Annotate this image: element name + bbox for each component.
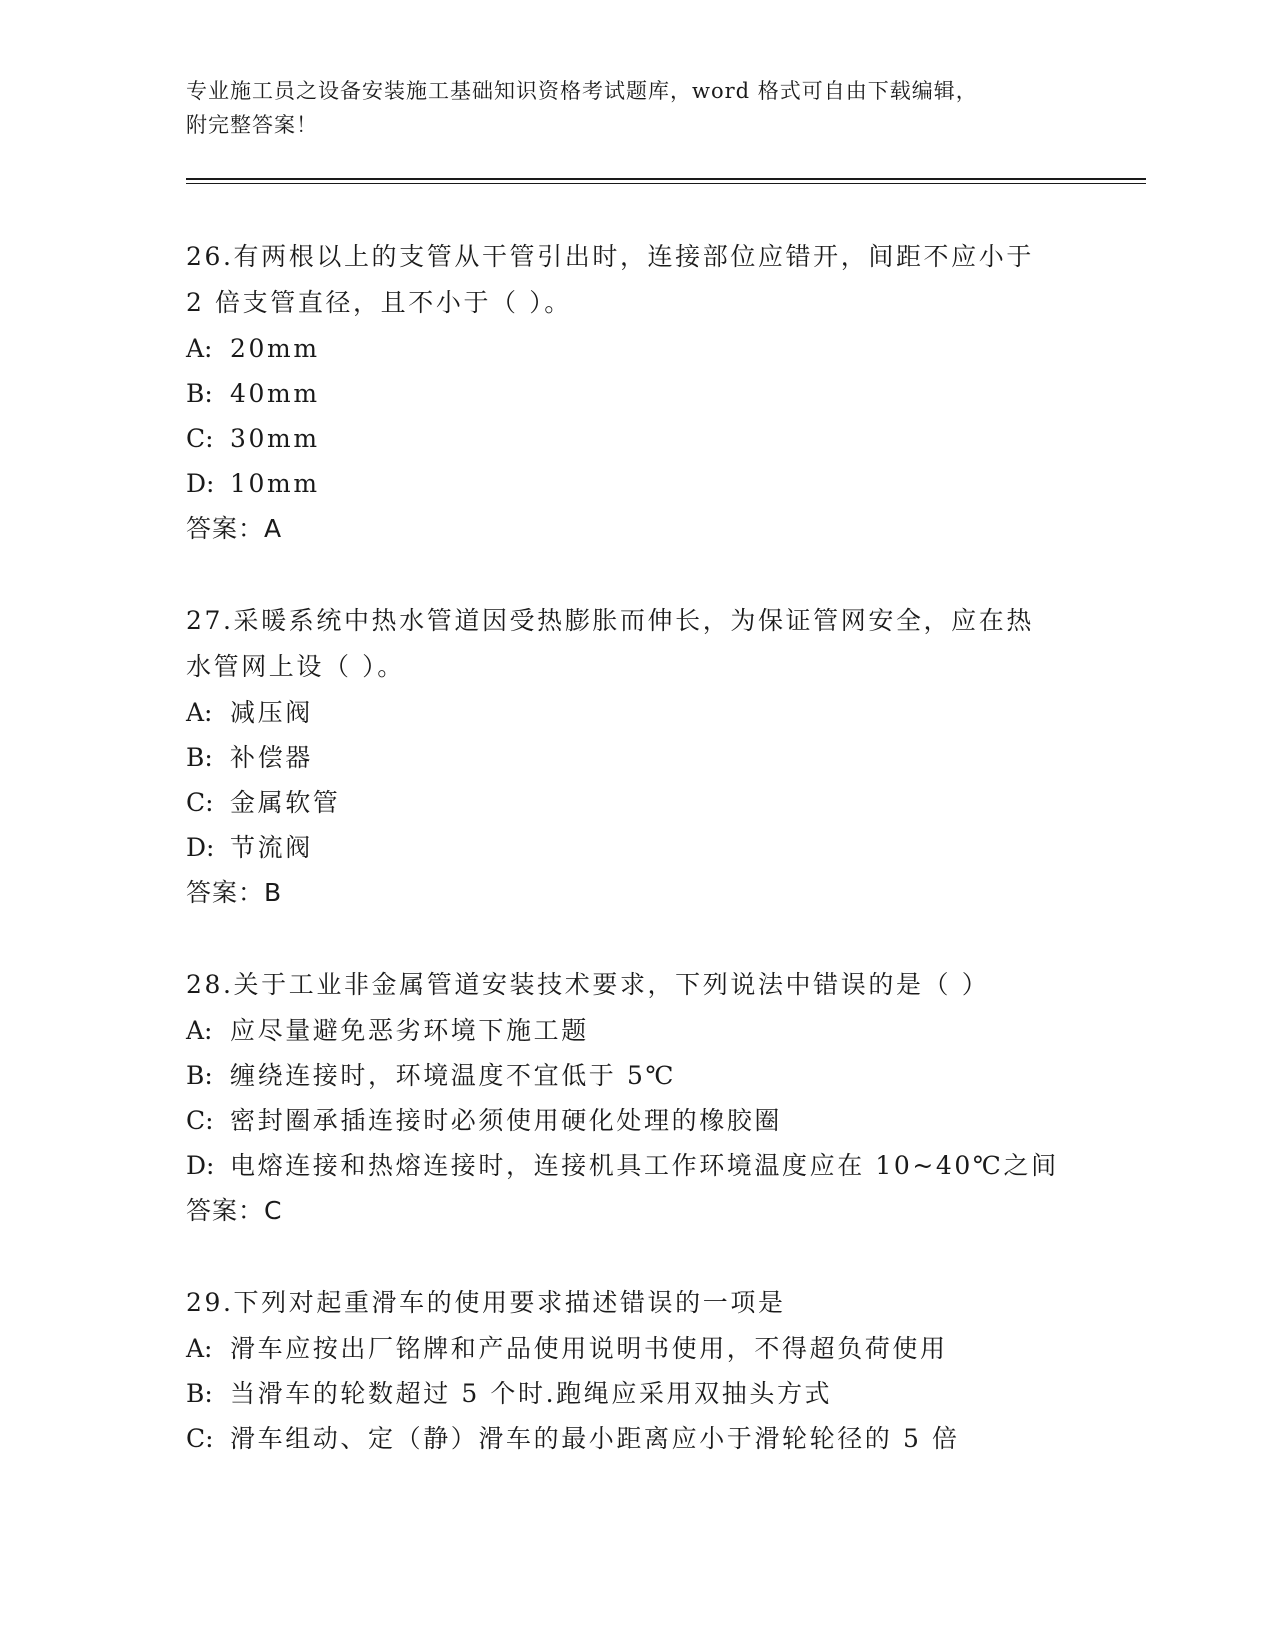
question-26: [186, 234, 1086, 552]
option-letter: D:: [186, 833, 215, 862]
option-a: [186, 1326, 1086, 1371]
option-text: 20mm: [230, 334, 320, 363]
option-b: [186, 1371, 1086, 1416]
option-text: 节流阀: [230, 833, 313, 862]
option-a: [186, 326, 1086, 371]
question-text: 28.关于工业非金属管道安装技术要求，下列说法中错误的是（ ）: [186, 970, 990, 999]
option-text: 滑车组动、定（静）滑车的最小距离应小于滑轮轮径的 5 倍: [230, 1424, 960, 1453]
header-line-2: 附完整答案！: [186, 113, 318, 137]
option-letter: C:: [186, 1106, 214, 1135]
header-line-1: 专业施工员之设备安装施工基础知识资格考试题库，word 格式可自由下载编辑，: [186, 79, 978, 103]
option-text: 滑车应按出厂铭牌和产品使用说明书使用，不得超负荷使用: [230, 1334, 948, 1363]
option-d: [186, 825, 1086, 870]
option-text: 金属软管: [230, 788, 341, 817]
question-29: [186, 1280, 1086, 1461]
option-letter: B:: [186, 743, 213, 772]
option-letter: C:: [186, 424, 214, 453]
option-letter: B:: [186, 379, 213, 408]
option-d: [186, 461, 1086, 506]
option-text: 减压阀: [230, 698, 313, 727]
option-b: [186, 371, 1086, 416]
option-letter: A:: [186, 1016, 213, 1045]
option-letter: C:: [186, 1424, 214, 1453]
option-b: [186, 735, 1086, 780]
option-text: 密封圈承插连接时必须使用硬化处理的橡胶圈: [230, 1106, 783, 1135]
question-28: [186, 962, 1086, 1234]
answer-line: 答案：B: [186, 878, 283, 907]
option-b: [186, 1053, 1086, 1098]
question-text-continued: 水管网上设（ ）。: [186, 652, 405, 681]
header-rule-thin: [186, 183, 1146, 184]
option-letter: D:: [186, 1151, 215, 1180]
option-text: 当滑车的轮数超过 5 个时.跑绳应采用双抽头方式: [230, 1379, 833, 1408]
option-text: 30mm: [230, 424, 320, 453]
answer-line: 答案：C: [186, 1196, 283, 1225]
option-text: 补偿器: [230, 743, 313, 772]
option-d: [186, 1143, 1086, 1188]
option-letter: B:: [186, 1379, 213, 1408]
option-letter: C:: [186, 788, 214, 817]
option-text: 电熔连接和热熔连接时，连接机具工作环境温度应在 10~40℃之间: [230, 1151, 1059, 1180]
option-text: 10mm: [230, 469, 320, 498]
question-list: [186, 234, 1086, 1507]
option-c: [186, 1416, 1086, 1461]
option-c: [186, 1098, 1086, 1143]
answer-line: 答案：A: [186, 514, 283, 543]
question-text: 26.有两根以上的支管从干管引出时，连接部位应错开，间距不应小于: [186, 242, 1034, 271]
question-text-continued: 2 倍支管直径，且不小于（ ）。: [186, 288, 572, 317]
option-letter: B:: [186, 1061, 213, 1090]
option-a: [186, 1008, 1086, 1053]
option-letter: A:: [186, 698, 213, 727]
option-text: 应尽量避免恶劣环境下施工题: [230, 1016, 589, 1045]
option-text: 缠绕连接时，环境温度不宜低于 5℃: [230, 1061, 677, 1090]
option-letter: D:: [186, 469, 215, 498]
question-text: 27.采暖系统中热水管道因受热膨胀而伸长，为保证管网安全，应在热: [186, 606, 1034, 635]
question-text: 29.下列对起重滑车的使用要求描述错误的一项是: [186, 1288, 786, 1317]
option-c: [186, 780, 1086, 825]
option-text: 40mm: [230, 379, 320, 408]
document-header: [186, 74, 1066, 142]
option-letter: A:: [186, 1334, 213, 1363]
question-27: [186, 598, 1086, 916]
option-a: [186, 690, 1086, 735]
option-letter: A:: [186, 334, 213, 363]
header-rule-thick: [186, 178, 1146, 180]
option-c: [186, 416, 1086, 461]
